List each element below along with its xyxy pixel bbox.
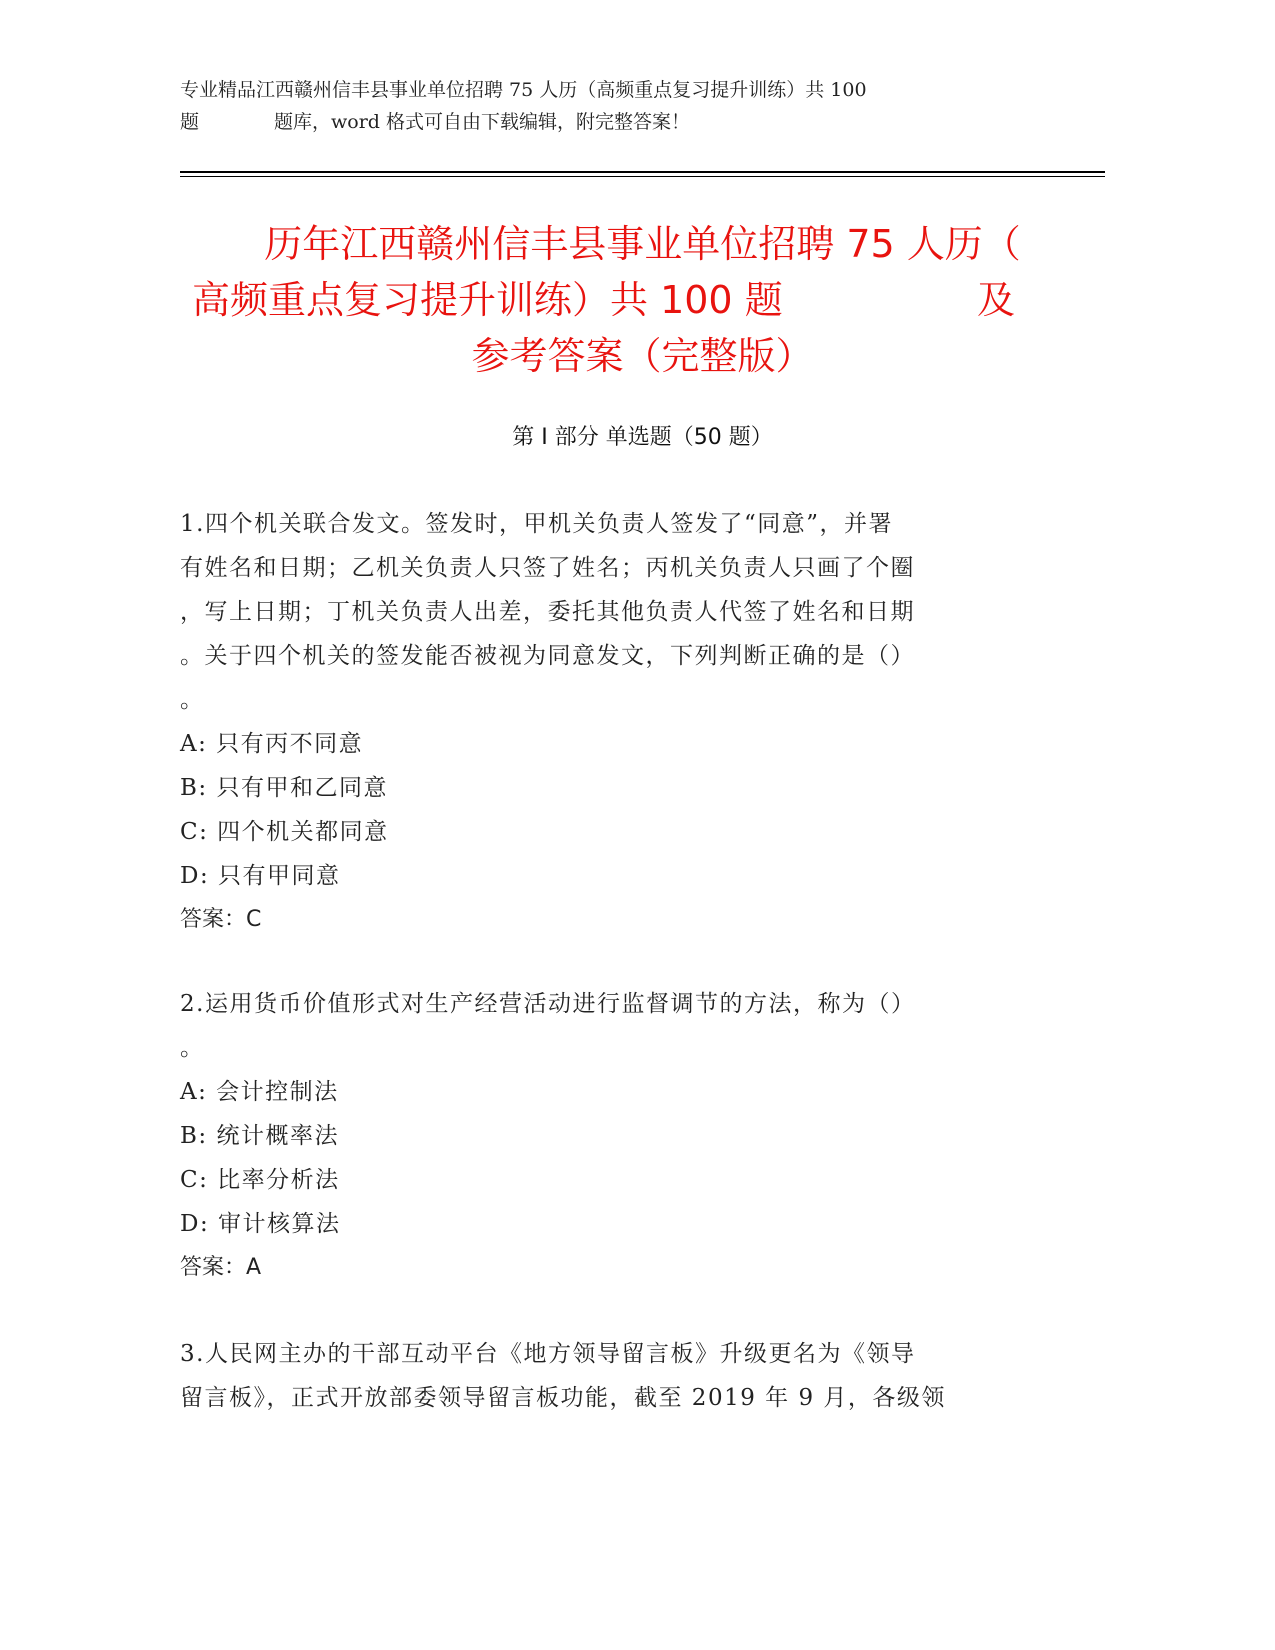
title-line-3: 参考答案（完整版） [471,334,814,378]
title-line-2 [180,272,1105,328]
option-a: A: 会计控制法 [180,1079,339,1105]
title-line-2-main: 高频重点复习提升训练）共 100 题 [192,278,783,322]
section-title: 第 I 部分 单选题（50 题） [512,425,773,450]
question-line: 。关于四个机关的签发能否被视为同意发文，下列判断正确的是（） [180,643,915,669]
question-stem [180,502,1040,722]
header-line-2-start: 题 [180,111,200,133]
option-b: B: 只有甲和乙同意 [180,775,388,801]
question-stem [180,1332,1040,1420]
question-1 [180,502,1040,942]
question-line: 。 [180,1035,205,1061]
header-divider-thin [180,176,1105,177]
option-c: C: 比率分析法 [180,1167,340,1193]
title-line-1: 历年江西赣州信丰县事业单位招聘 75 人历（ [264,222,1021,266]
document-title [180,216,1105,384]
option-a: A: 只有丙不同意 [180,731,364,757]
question-line: 3.人民网主办的干部互动平台《地方领导留言板》升级更名为《领导 [180,1341,916,1367]
header-note [180,74,1060,138]
answer: 答案：A [180,1255,262,1280]
question-line: 有姓名和日期；乙机关负责人只签了姓名；丙机关负责人只画了个圈 [180,555,915,581]
question-line: 。 [180,687,205,713]
header-line-2 [180,106,1060,138]
question-line: 留言板》，正式开放部委领导留言板功能，截至 2019 年 9 月，各级领 [180,1385,946,1411]
question-line: 2.运用货币价值形式对生产经营活动进行监督调节的方法，称为（） [180,991,916,1017]
answer: 答案：C [180,907,262,932]
option-d: D: 审计核算法 [180,1211,341,1237]
title-line-2-end: 及 [976,278,1015,322]
question-3 [180,1332,1040,1420]
option-d: D: 只有甲同意 [180,863,341,889]
question-stem [180,982,1040,1070]
option-b: B: 统计概率法 [180,1123,339,1149]
question-2 [180,982,1040,1290]
header-divider-thick [180,171,1105,173]
question-line: 1.四个机关联合发文。签发时，甲机关负责人签发了“同意”，并署 [180,511,893,537]
header-line-2-rest: 题库，word 格式可自由下载编辑，附完整答案！ [274,111,690,133]
question-line: ，写上日期；丁机关负责人出差，委托其他负责人代签了姓名和日期 [180,599,915,625]
header-line-1: 专业精品江西赣州信丰县事业单位招聘 75 人历（高频重点复习提升训练）共 100 [180,79,867,101]
option-c: C: 四个机关都同意 [180,819,389,845]
